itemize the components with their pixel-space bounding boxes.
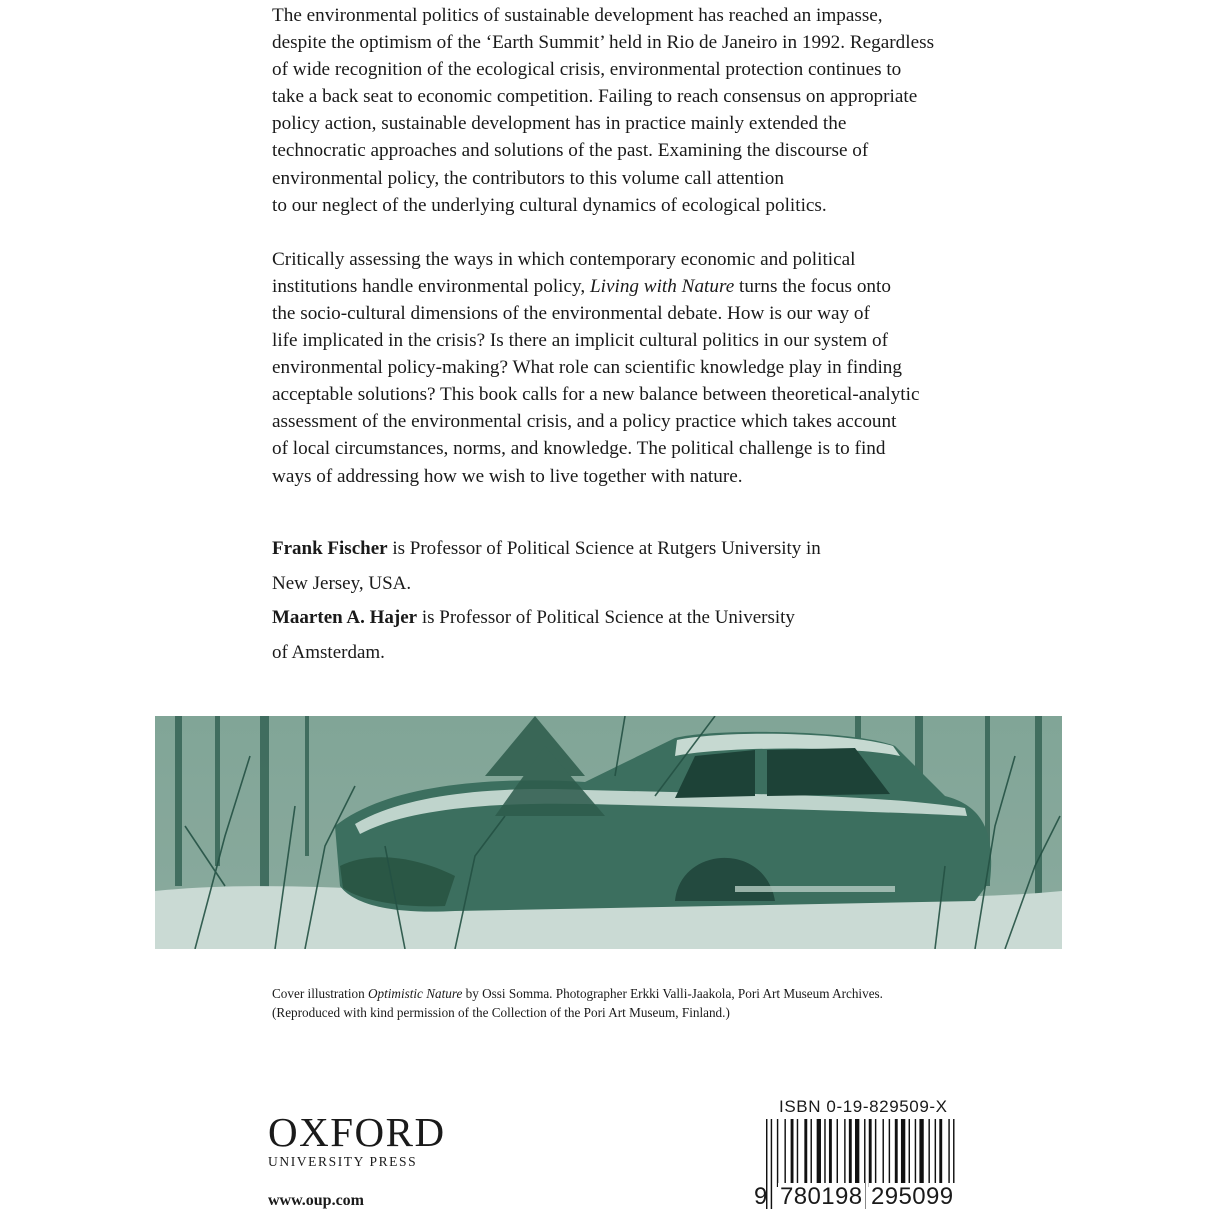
barcode-bar: [883, 1119, 884, 1187]
barcode-bar: [928, 1119, 929, 1187]
blurb-text: turns the focus onto: [734, 275, 891, 297]
blurb-line: take a back seat to economic competition. Failing to reach consensus on appropriate: [272, 86, 918, 108]
blurb-text: institutions handle environmental policy,: [272, 275, 590, 297]
publisher-subname: UNIVERSITY PRESS: [268, 1154, 418, 1169]
editor-bio-fischer: [272, 532, 912, 601]
barcode-bar: [777, 1119, 778, 1187]
editor-bio-text: of Amsterdam.: [272, 641, 385, 663]
barcode-bar: [797, 1119, 798, 1187]
back-cover-blurb: [272, 2, 972, 490]
cover-photo: [155, 716, 1062, 949]
barcode-bar: [844, 1119, 845, 1187]
publisher-url: www.oup.com: [268, 1192, 365, 1209]
blurb-line: acceptable solutions? This book calls for a new balance between theoretical-analytic: [272, 384, 920, 406]
editor-name: Maarten A. Hajer: [272, 607, 418, 628]
barcode-bar: [919, 1119, 923, 1187]
publisher-name: OXFORD: [268, 1109, 446, 1155]
blurb-paragraph-1: [272, 2, 972, 219]
editor-name: Frank Fischer: [272, 538, 388, 559]
blurb-line: to our neglect of the underlying cultural dynamics of ecological politics.: [272, 194, 827, 216]
book-title: Living with Nature: [589, 275, 735, 297]
barcode-bar: [784, 1119, 785, 1187]
barcode-bar: [889, 1119, 890, 1187]
editor-bio-text: is Professor of Political Science at Rutgers University in: [387, 538, 821, 559]
credit-text: Cover illustration: [272, 986, 368, 1001]
barcode-bar: [869, 1119, 872, 1187]
barcode-bar: [849, 1119, 852, 1187]
credit-line-2: (Reproduced with kind permission of the Collection of the Pori Art Museum, Finland.): [272, 1005, 730, 1020]
barcode-bar: [804, 1119, 807, 1187]
editor-bio-text: New Jersey, USA.: [272, 572, 412, 594]
blurb-line: life implicated in the crisis? Is there an implicit cultural politics in our system of: [272, 330, 888, 352]
isbn-label: ISBN 0-19-829509-X: [779, 1097, 948, 1116]
editor-bio-hajer: [272, 601, 912, 670]
blurb-line: ways of addressing how we wish to live together with nature.: [272, 465, 743, 487]
artwork-title: Optimistic Nature: [367, 986, 463, 1001]
barcode-bar: [909, 1119, 910, 1187]
blurb-line: environmental policy-making? What role can scientific knowledge play in finding: [272, 357, 902, 379]
ean-group-1: 780198: [780, 1183, 863, 1210]
barcode-bar: [817, 1119, 821, 1187]
barcode-bar: [811, 1119, 812, 1187]
blurb-line: despite the optimism of the ‘Earth Summit’ held in Rio de Janeiro in 1992. Regardless: [272, 32, 935, 54]
blurb-paragraph-2: [272, 246, 972, 490]
blurb-line: the socio-cultural dimensions of the environmental debate. How is our way of: [272, 302, 870, 324]
barcode-bar: [935, 1119, 936, 1187]
barcode-bar: [915, 1119, 916, 1187]
barcode-bar: [901, 1119, 905, 1187]
barcode-bar: [791, 1119, 794, 1187]
cover-photo-image: [155, 716, 1062, 949]
editor-bio-text: is Professor of Political Science at the University: [417, 607, 795, 628]
blurb-line: environmental policy, the contributors to this volume call attention: [272, 167, 784, 189]
blurb-line: The environmental politics of sustainable development has reached an impasse,: [272, 5, 883, 26]
publisher-logo: [268, 1109, 468, 1170]
blurb-line: assessment of the environmental crisis, and a policy practice which takes account: [272, 411, 897, 433]
barcode-bar: [824, 1119, 825, 1187]
blurb-line: of local circumstances, norms, and knowledge. The political challenge is to find: [272, 438, 886, 460]
editor-bios: [272, 532, 912, 670]
barcode-bar: [895, 1119, 898, 1187]
barcode-bar: [875, 1119, 876, 1187]
blurb-line: of wide recognition of the ecological crisis, environmental protection continues to: [272, 59, 902, 81]
ean-group-2: 295099: [871, 1183, 954, 1210]
blurb-line: policy action, sustainable development has in practice mainly extended the: [272, 113, 847, 135]
blurb-line: Critically assessing the ways in which contemporary economic and political: [272, 248, 856, 270]
barcode-bar: [855, 1119, 859, 1187]
barcode-bar: [939, 1119, 942, 1187]
barcode-bar: [837, 1119, 838, 1187]
cover-credit: [272, 984, 992, 1022]
blurb-line: technocratic approaches and solutions of the past. Examining the discourse of: [272, 140, 869, 162]
ean-lead-digit: 9: [754, 1183, 768, 1210]
barcode-bar: [771, 1119, 772, 1209]
credit-text: by Ossi Somma. Photographer Erkki Valli-Jaakola, Pori Art Museum Archives.: [462, 986, 883, 1001]
barcode-bar: [829, 1119, 832, 1187]
